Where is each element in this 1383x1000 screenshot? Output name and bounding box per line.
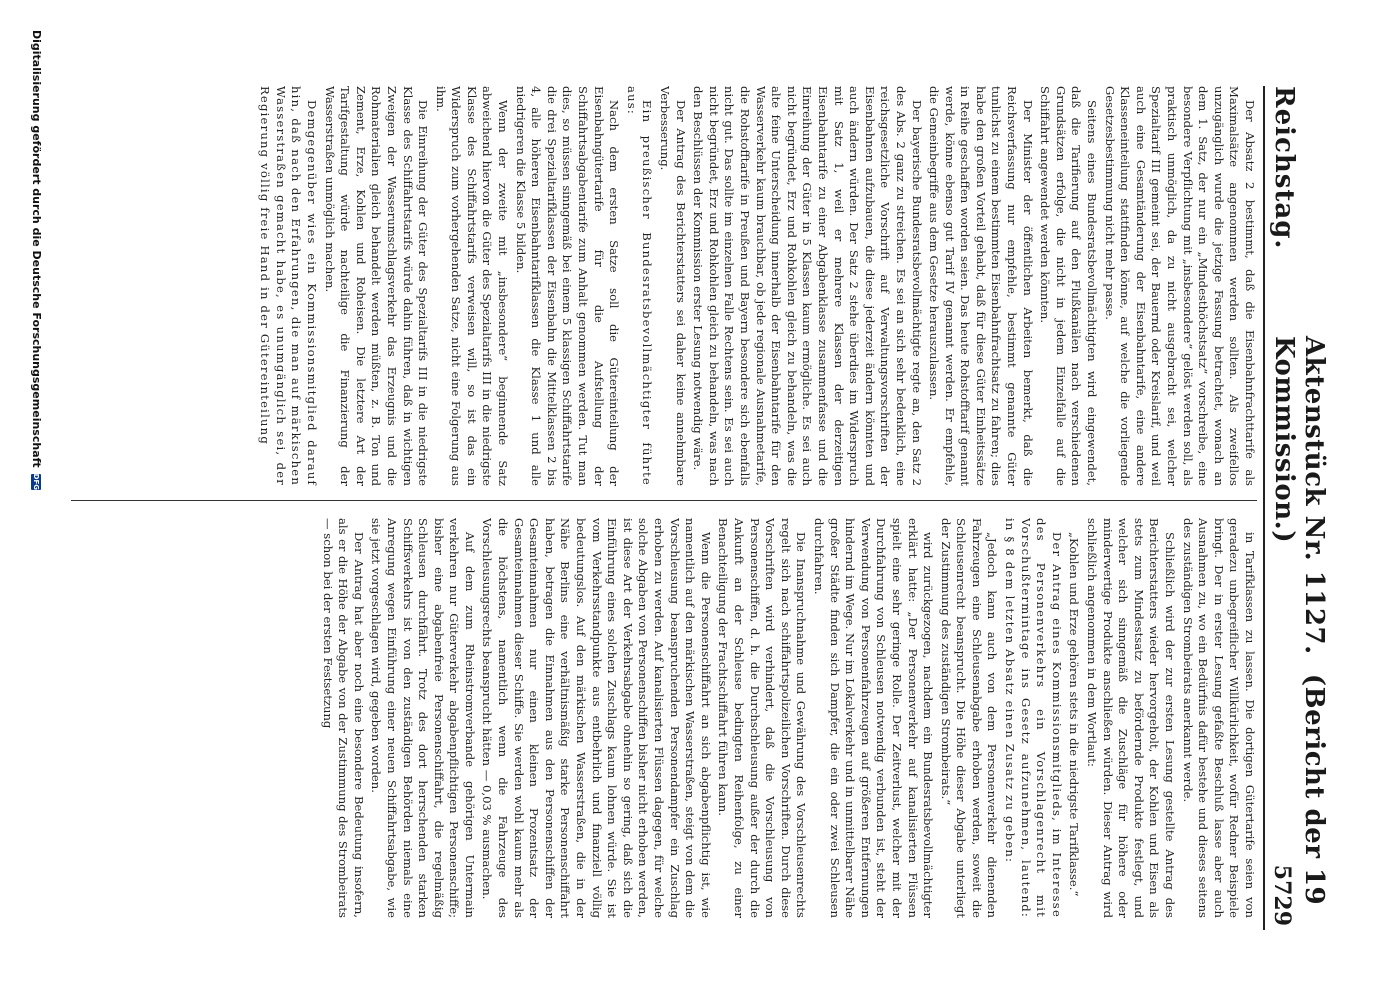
paragraph: wird zurückgezogen, nachdem ein Bundesratsbevollmächtigter erklärt hatte: „Der Personenverkehr auf kanalisierten Flüssen spielt eine sehr geringe Rolle. Der Zeitverlust, welcher mit der Durchfahrung von Schleusen notwendig verbunden ist, steht der Verwendung von Personenfahrzeugen auf größeren Entfernungen hindernd im Wege. Nur im Lokalverkehr und in unmittelbarer Nähe großer Städte finden sich Dampfer, die ein oder zwei Schleusen durchfahren. — [811, 518, 936, 918]
page-number: 5729 — [1269, 864, 1295, 926]
credit-text: Digitalisierung gefördert durch die Deutsche Forschungsgemeinschaft — [30, 30, 43, 468]
page-header — [1263, 86, 1329, 930]
paragraph: Demgegenüber wies ein Kommissionsmitglied darauf hin, daß nach den Erfahrungen, die man auf märkischen Wasserstraßen gemacht habe, es unumgänglich sei, der Regierung völlig freie Hand in der Gütereinteilung — [258, 86, 319, 486]
paragraph: „Kohlen und Erze gehören stets in die niedrigste Tarifklasse.“ — [1067, 532, 1082, 897]
paragraph: Wenn der zweite mit „insbesondere“ beginnende Satz abweichend hiervon die Güter des Spezialtarifs III in die niedrigste Klasse des Schiffahrtstarifs verweisen will, so ist das ein Widerspruch zum vorhergehenden Satze, nicht eine Folgerung aus ihm. — [433, 86, 511, 486]
header-report-title: (Bericht der 19 Kommission.) — [1269, 336, 1329, 906]
paragraph: Der bayerische Bundesratsbevollmächtigte regte an, den Satz 2 des Abs. 2 ganz zu streichen. Es sei an sich sehr bedenklich, eine reichsgesetzliche Vorschrift auf Verwaltungsvorschriften der Eisenbahnen aufzubauen, die diese jederzeit ändern könnten und auch ändern würden. Der Satz 2 stehe überdies im Widerspruch mit Satz 1, weil er mehrere Klassen der derzeitigen Eisenbahntarife zu einer Abgabenklasse zusammenfasse und die Einreihung der Güter in 5 Klassen kaum ermögliche. Es sei auch nicht begründet, Erz und Rohkohlen gleich zu behandeln, was die alte feine Unterscheidung innerhalb der Eisenbahntarife für den Wasserverkehr kaum brauchbar, ob jede regionale Ausnahmetarife, die Rohstofftarife in Preußen und Bayern besondere sich ebenfalls nicht gut. Das sollte im einzelnen Falle Rechtens sein. Es sei auch nicht begründet, Erz und Rohkohlen gleich zu behandeln, was nach den Beschlüssen der Kommission erster Lesung notwendig wäre. — [691, 86, 924, 486]
paragraph: Die Inanspruchnahme und Gewährung des Vorschleusenrechts regelt sich nach schiffahrtspolizeilichen Vorschriften. Durch diese Vorschriften wird verhindert, daß die Vorschleusung von Personenschiffen, d. h. die Durchschleusung außer der durch die Ankunft an der Schleuse bedingten Reihenfolge, zu einer Benachteiligung der Frachtschiffahrt führen kann. — [716, 518, 809, 918]
text-column-right — [71, 518, 1257, 918]
paragraph: Der Antrag des Berichterstatters sei daher keine annehmbare Verbesserung. — [658, 86, 688, 486]
column-divider — [71, 500, 1257, 501]
paragraph: Der Antrag hat aber noch eine besondere Bedeutung insofern, als er die Höhe der Abgabe von der Zustimmung des Strombeirats — schon bei der ersten Festsetzung — [320, 518, 366, 918]
paragraph: „Jedoch kann auch von dem Personenverkehr dienenden Fahrzeugen eine Schleusenabgabe erhoben werden, soweit die Schleusenrecht beansprucht. Die Höhe dieser Abgabe unterliegt der Zustimmung des zuständigen Strombeirats.“ — [938, 518, 1000, 918]
paragraph: Die Einreihung der Güter des Spezialtarifs III in die niedrigste Klasse des Schiffahrtstarifs würde dahin führen, daß in wichtigen Zweigen der Wasserumschlagsverkehr das Erzeugnis und die Rohmaterialien gleich behandelt werden müßten, z. B. Ton und Zement, Erze, Kohlen und Roheisen. Die letztere Art der Tarifgestaltung würde nachteilige die Finanzierung der Wasserstraßen unmöglich machen. — [322, 86, 431, 486]
paragraph: Der Absatz 2 bestimmt, daß die Eisenbahnfrachttarife als Maximalsätze angenommen werden sollten. Als zweifellos unzugänglich wurde die jetzige Fassung betrachtet, wonach an dem 1. Satz, der nur ein „Mindesthöchstsatz“ vorschreibe, eine besondere Verpflichtung mit „insbesondere“ gelöst werden soll, als praktisch unmöglich, da zu nicht ausgebracht sei, welcher Spezialtarif III gemeint sei, der Bauernd oder Kreislarif, und weil auch eine Gesamtänderung der Eisenbahntarife, eine andere Klasseneinteilung stattfinden könne, auf welche die vorliegende Gesetzesbestimmung nicht mehr passe. — [1102, 86, 1257, 486]
paragraph: Seitens eines Bundesratsbevollmächtigten wird eingewendet, daß die Tarifierung auf den Flußkanälen nach verschiedenen Grundsätzen erfolge, die nicht in jedem Einzelfalle auf die Schiffahrt angewendet werden könnten. — [1038, 86, 1100, 486]
dfg-logo: DFG — [32, 473, 41, 491]
paragraph: Schließlich wird der zur ersten Lesung gestellte Antrag des Berichterstatters wieder hervorgeholt, der Kohlen und Eisen als stets zum Mindestsatz zu befördernde Produkte festlegt, und welcher sich sinngemäß die Zuschläge für höhere oder minderwertige Produkte anschließen würden. Dieser Antrag wird schließlich angenommen in dem Wortlaut: — [1085, 518, 1178, 918]
paragraph: Nach dem ersten Satze soll die Gütereinteilung der Eisenbahngütertarife für die Aufstellung der Schiffahrtsabgabentarife zum Anhalt genommen werden. Tut man dies, so müssen sinngemäß bei einem 5 klassigen Schiffahrtstarife die drei Spezialtarifklassen der Eisenbahn die Mittelklassen 2 bis 4, alle höheren Eisenbahntarifklassen die Klasse 1 und alle niedrigeren die Klasse 5 bilden. — [513, 86, 622, 486]
paragraph: Der Minister der öffentlichen Arbeiten bemerkt, daß die Reichsverfassung nur empfehle, bestimmt genannte Güter tunlichst zu einem bestimmten Eisenbahnfrachtsatz zu fahren; dies habe den großen Vorteil gehabt, daß für diese Güter Einheitssätze in Reihe geschaffen worden seien. Das heute Rohstofftarif genannt werde, könne ebenso gut Tarif IV genannt werden. Er empfehle, die Gemeinbegriffe aus dem Gesetze herauszulassen. — [927, 86, 1035, 486]
header-reichstag: Reichstag. — [1269, 86, 1299, 250]
paragraph: Ein preußischer Bundesratsbevollmächtigter führte aus: — [624, 86, 655, 486]
text-column-left — [71, 86, 1257, 486]
digitization-credit — [30, 30, 43, 970]
paragraph: Der Antrag eines Kommissionsmitglieds, im Interesse des Personenverkehrs ein Vorschlagenrecht mit Vorschußtermintage ins Gesetz aufzunehmen, lautend: in § 8 dem letzten Absatz einen Zusatz zu geben: — [1003, 518, 1064, 918]
paragraph: in Tarifklassen zu lassen. Die dortigen Gütertarife seien von geradezu unbegreiflicher Willkürlichkeit, wofür Redner Beispiele bringt. Der in erster Lesung gefaßte Beschluß lasse aber auch Ausnahmen zu, wo ein Bedürfnis dafür bestehe und dieses seitens des zuständigen Strombeirats anerkannt werde. — [1180, 518, 1257, 918]
header-aktenstueck — [1269, 336, 1329, 930]
paragraph: Auf dem zum Rheinstromverbande gehörigen Untermain verkehren nur Güterverkehr abgabenpflichtigen Personenschiffe; bisher eine abgabenfreie Personenschiffahrt, die regelmäßig Schleusen durchfährt. Trotz des dort herrschenden starken Schiffsverkehrs ist von den zuständigen Behörden niemals eine Anregung wegen Einführung einer neuen Schiffahrtsabgabe, wie sie jetzt vorgeschlagen wird, gegeben worden. — [369, 518, 477, 918]
paragraph: Wenn die Personenschiffahrt an sich abgabenpflichtig ist, wie namentlich auf den märkischen Wasserstraßen, steigt von dem die Vorschleusung beanspruchenden Personendampfer ein Zuschlag erhoben zu werden. Auf kanalisierten Flüssen dagegen, für welche solche Abgaben von Personenschiffen bisher nicht erhoben werden, ist diese Art der Verkehrsabgabe ohnehin so gering, daß sich die Einführung eines solchen Zuschlags kaum lohnen würde. Sie ist vom Verkehrsstandpunkte aus entbehrlich und finanziell völlig bedeutungslos. Auf den märkischen Wasserstraßen, die in der Nähe Berlins eine verhältnismäßig starke Personenschiffahrt haben, betragen die Einnahmen aus den Personenschiffen der Gesamteinnahmen nur einen kleinen Prozentsatz der Gesamteinnahmen dieser Schiffe. Sie werden wohl kaum mehr als die höchstens, namentlich wenn die Fahrzeuge des Vorschleusungsrechts beansprucht hätten — 0,03 % ausmachen. — [480, 518, 713, 918]
header-document-number: Aktenstück Nr. 1127. — [1299, 336, 1329, 655]
